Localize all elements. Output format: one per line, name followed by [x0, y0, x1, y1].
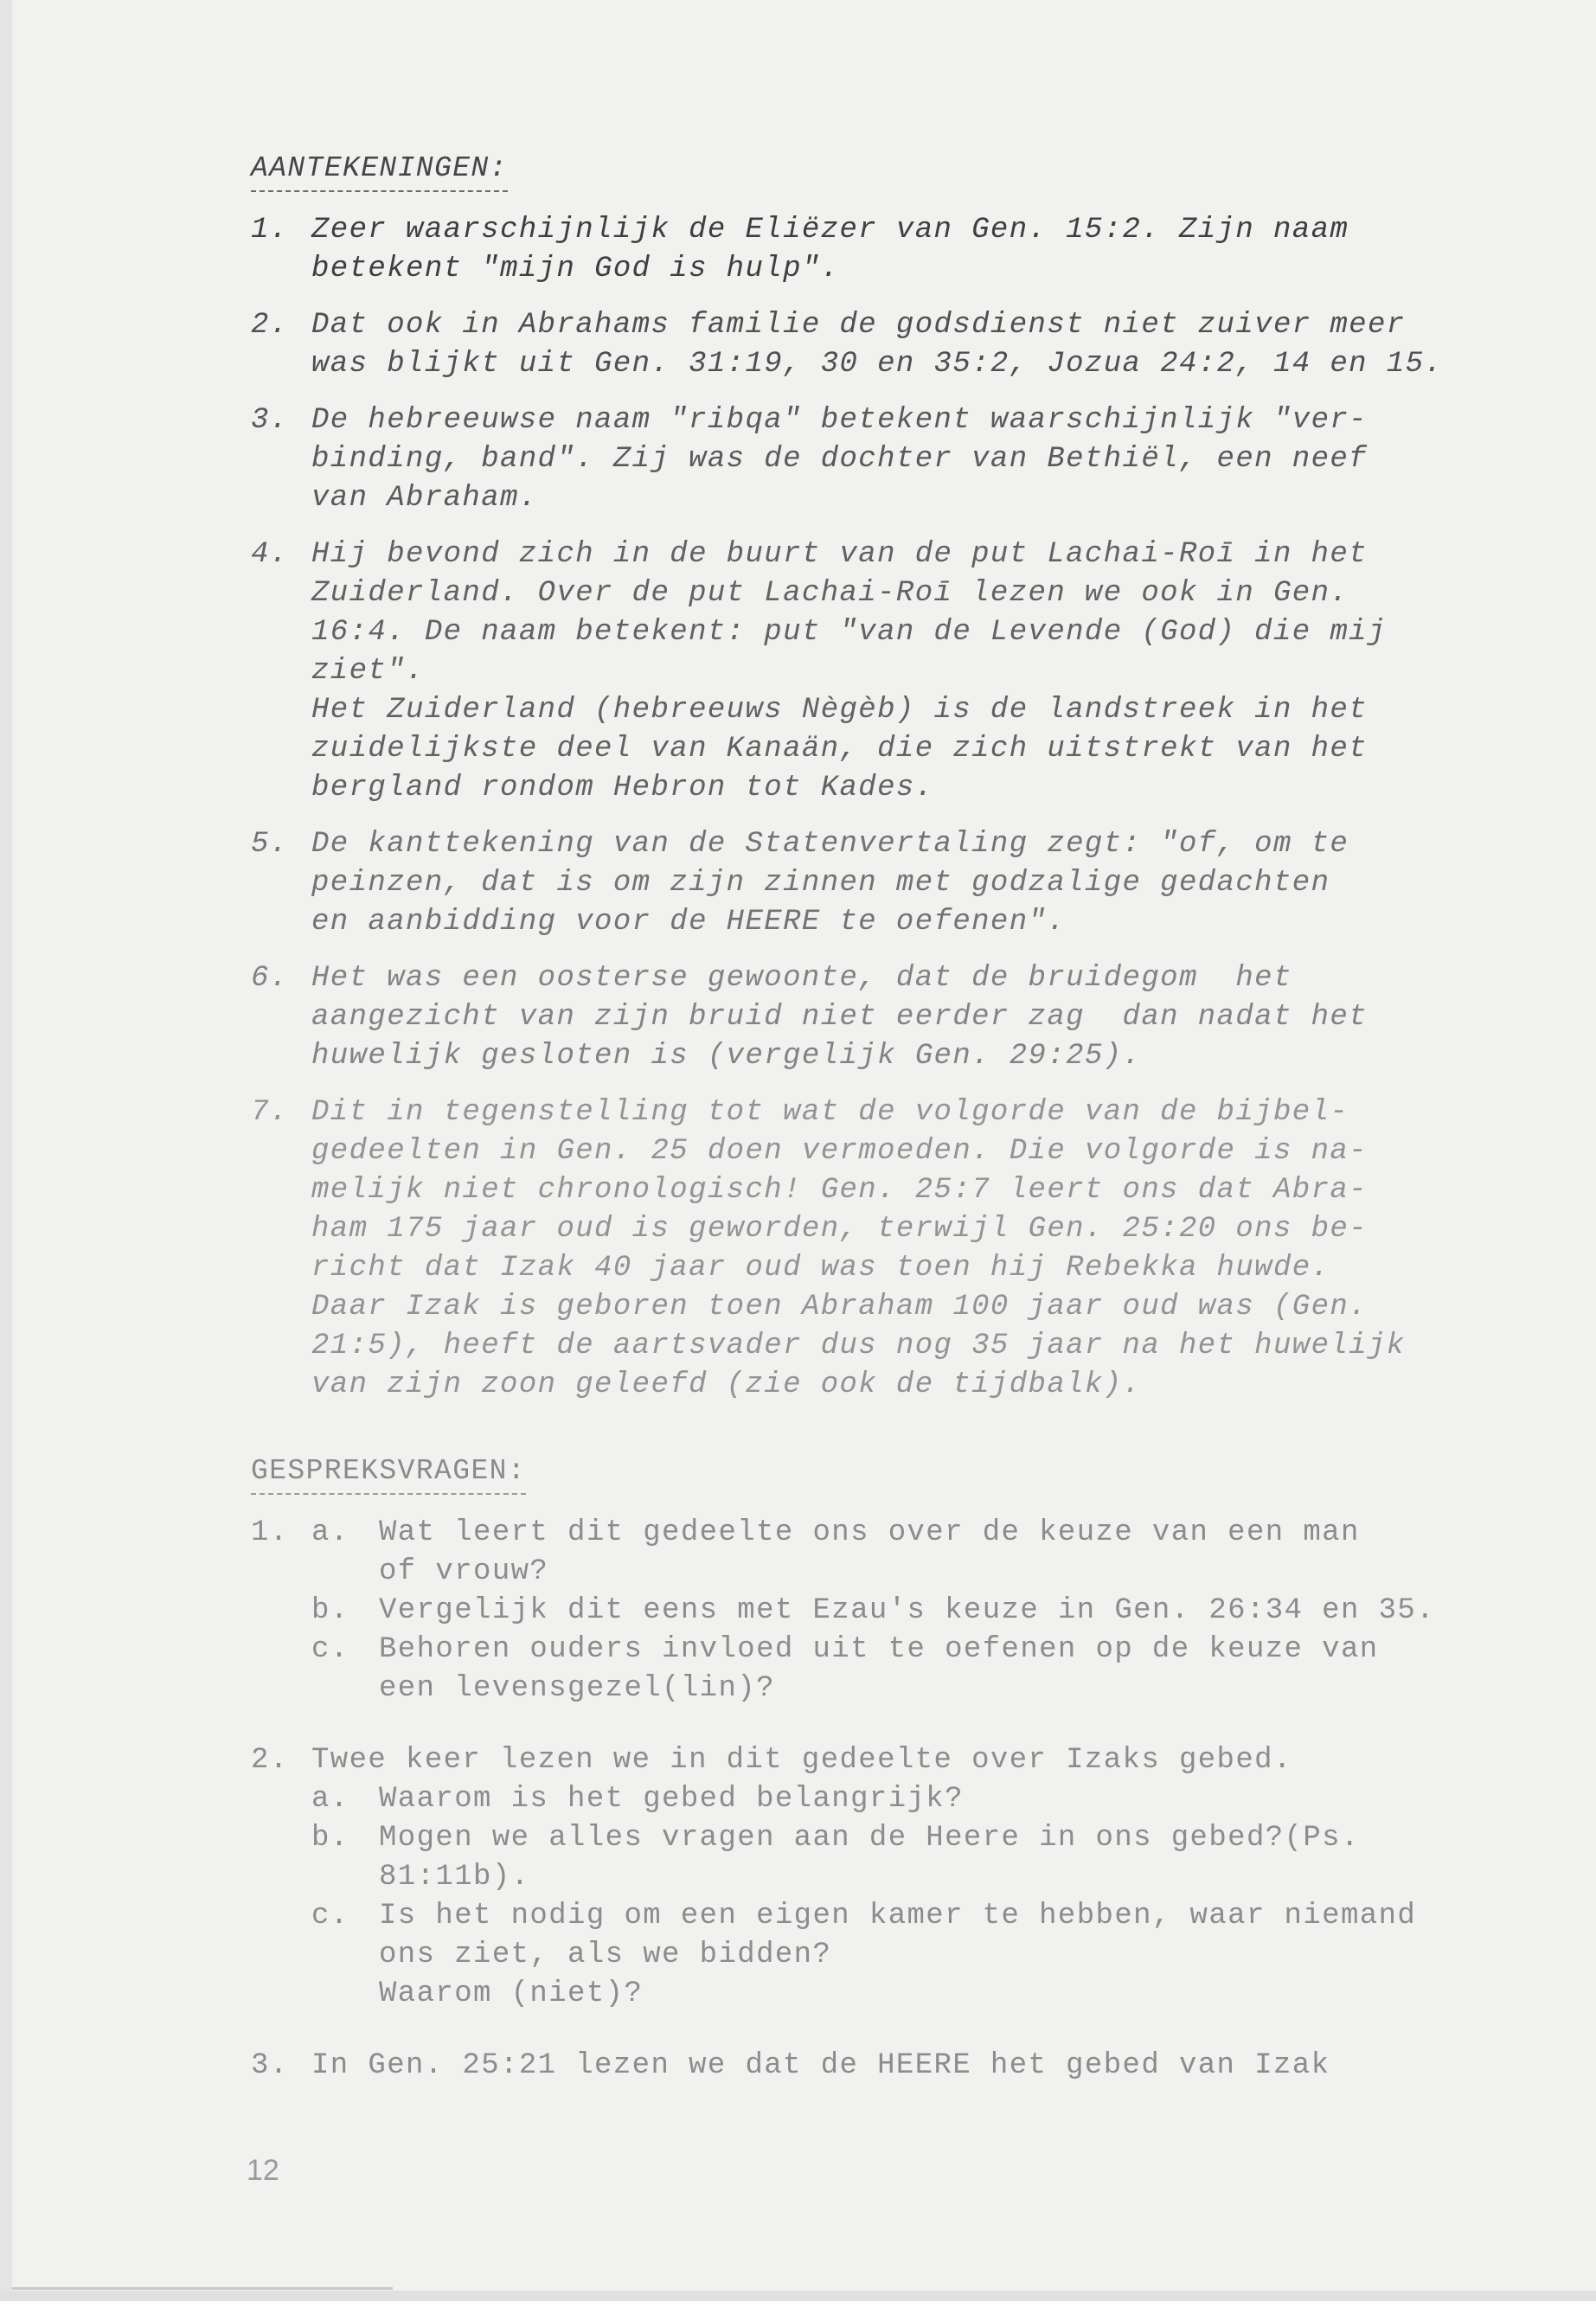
note-line: Zeer waarschijnlijk de Eliëzer van Gen. 15:2. Zijn naam [311, 214, 1349, 247]
sub-question-line: of vrouw? [379, 1555, 549, 1588]
note-line: aangezicht van zijn bruid niet eerder zag dan nadat het [311, 1001, 1368, 1034]
note-text [311, 211, 1349, 289]
sub-question-letter: b. [311, 1822, 349, 1855]
note-line: binding, band". Zij was de dochter van Bethiël, een neef [311, 443, 1368, 476]
note-number: 4. [251, 538, 289, 571]
note-line: De kanttekening van de Statenvertaling zegt: "of, om te [311, 828, 1349, 861]
note-line: huwelijk gesloten is (vergelijk Gen. 29:25). [311, 1040, 1142, 1073]
note-item [251, 535, 1531, 808]
note-line: Daar Izak is geboren toen Abraham 100 jaar oud was (Gen. [311, 1291, 1368, 1324]
note-text [311, 1093, 1406, 1405]
note-item [251, 401, 1531, 518]
note-line: 21:5), heeft de aartsvader dus nog 35 jaar na het huwelijk [311, 1330, 1406, 1362]
note-line: Dit in tegenstelling tot wat de volgorde van de bijbel- [311, 1096, 1349, 1129]
page-edge-left [0, 0, 12, 2301]
sub-question-line: Is het nodig om een eigen kamer te hebben, waar niemand [379, 1900, 1417, 1932]
note-line: gedeelten in Gen. 25 doen vermoeden. Die volgorde is na- [311, 1135, 1368, 1168]
page-content [251, 149, 1531, 2118]
question-number: 3. [251, 2049, 289, 2082]
question-line: In Gen. 25:21 lezen we dat de HEERE het gebed van Izak [311, 2049, 1330, 2082]
note-line: Zuiderland. Over de put Lachai-Roī lezen we ook in Gen. [311, 577, 1349, 610]
sub-question-line: ons ziet, als we bidden? [379, 1939, 832, 1971]
page-edge-bottom [0, 2291, 1596, 2301]
note-item [251, 959, 1531, 1076]
sub-question-line: een levensgezel(lin)? [379, 1672, 775, 1705]
note-line: 16:4. De naam betekent: put "van de Levende (God) die mij [311, 616, 1387, 649]
note-line: bergland rondom Hebron tot Kades. [311, 772, 934, 804]
note-line: richt dat Izak 40 jaar oud was toen hij Rebekka huwde. [311, 1252, 1330, 1285]
question-item [251, 1741, 1531, 2014]
note-line: Het was een oosterse gewoonte, dat de bruidegom het [311, 962, 1292, 995]
sub-question-text [379, 1592, 1435, 1631]
note-text [311, 535, 1387, 808]
note-item [251, 211, 1531, 289]
sub-question-letter: a. [311, 1783, 349, 1816]
questions-list [251, 1514, 1531, 2086]
sub-question [311, 1780, 1416, 1819]
note-line: melijk niet chronologisch! Gen. 25:7 leert ons dat Abra- [311, 1174, 1368, 1207]
note-line: zuidelijkste deel van Kanaän, die zich uitstrekt van het [311, 733, 1368, 766]
question-text [311, 2047, 1330, 2086]
sub-question-text [379, 1780, 964, 1819]
question-text [311, 1514, 1435, 1708]
note-line: betekent "mijn God is hulp". [311, 253, 840, 285]
page-number: 12 [247, 2154, 279, 2187]
question-number: 1. [251, 1516, 289, 1549]
bottom-edge-line [12, 2287, 393, 2290]
note-line: was blijkt uit Gen. 31:19, 30 en 35:2, Jozua 24:2, 14 en 15. [311, 348, 1444, 381]
note-item [251, 306, 1531, 384]
question-text [311, 1741, 1416, 2014]
note-text [311, 825, 1349, 942]
sub-question-line: 81:11b). [379, 1861, 530, 1894]
note-line: ziet". [311, 655, 425, 688]
sub-question [311, 1631, 1435, 1708]
question-item [251, 2047, 1531, 2086]
sub-question-line: Behoren ouders invloed uit te oefenen op de keuze van [379, 1633, 1379, 1666]
note-line: Het Zuiderland (hebreeuws Nègèb) is de landstreek in het [311, 694, 1368, 727]
note-item [251, 825, 1531, 942]
note-number: 5. [251, 828, 289, 861]
sub-question-letter: b. [311, 1594, 349, 1627]
note-line: Hij bevond zich in de buurt van de put Lachai-Roī in het [311, 538, 1368, 571]
sub-question-line: Wat leert dit gedeelte ons over de keuze van een man [379, 1516, 1360, 1549]
sub-question-text [379, 1631, 1379, 1708]
note-line: ham 175 jaar oud is geworden, terwijl Gen. 25:20 ons be- [311, 1213, 1368, 1246]
sub-question [311, 1514, 1435, 1592]
sub-question-text [379, 1819, 1360, 1897]
note-text [311, 306, 1443, 384]
question-number: 2. [251, 1744, 289, 1777]
question-item [251, 1514, 1531, 1708]
notes-heading: AANTEKENINGEN: [251, 149, 508, 192]
questions-heading: GESPREKSVRAGEN: [251, 1452, 526, 1495]
note-number: 6. [251, 962, 289, 995]
sub-question-letter: c. [311, 1900, 349, 1932]
sub-question-line: Vergelijk dit eens met Ezau's keuze in Gen. 26:34 en 35. [379, 1594, 1435, 1627]
sub-question [311, 1897, 1416, 2014]
note-line: peinzen, dat is om zijn zinnen met godzalige gedachten [311, 867, 1330, 900]
sub-question-letter: a. [311, 1516, 349, 1549]
note-line: van zijn zoon geleefd (zie ook de tijdbalk). [311, 1368, 1142, 1401]
sub-question-letter: c. [311, 1633, 349, 1666]
note-number: 2. [251, 309, 289, 342]
sub-question-text [379, 1897, 1416, 2014]
sub-question-line: Waarom is het gebed belangrijk? [379, 1783, 964, 1816]
note-text [311, 959, 1368, 1076]
sub-question [311, 1819, 1416, 1897]
note-number: 7. [251, 1096, 289, 1129]
notes-list [251, 211, 1531, 1405]
note-line: Dat ook in Abrahams familie de godsdienst niet zuiver meer [311, 309, 1406, 342]
question-line: Twee keer lezen we in dit gedeelte over Izaks gebed. [311, 1744, 1292, 1777]
note-line: en aanbidding voor de HEERE te oefenen". [311, 906, 1067, 939]
sub-question-text [379, 1514, 1360, 1592]
sub-question [311, 1592, 1435, 1631]
note-number: 3. [251, 404, 289, 437]
note-text [311, 401, 1368, 518]
note-number: 1. [251, 214, 289, 247]
sub-question-line: Mogen we alles vragen aan de Heere in ons gebed?(Ps. [379, 1822, 1360, 1855]
note-line: van Abraham. [311, 482, 538, 515]
note-line: De hebreeuwse naam "ribqa" betekent waarschijnlijk "ver- [311, 404, 1368, 437]
sub-question-line: Waarom (niet)? [379, 1977, 644, 2010]
note-item [251, 1093, 1531, 1405]
